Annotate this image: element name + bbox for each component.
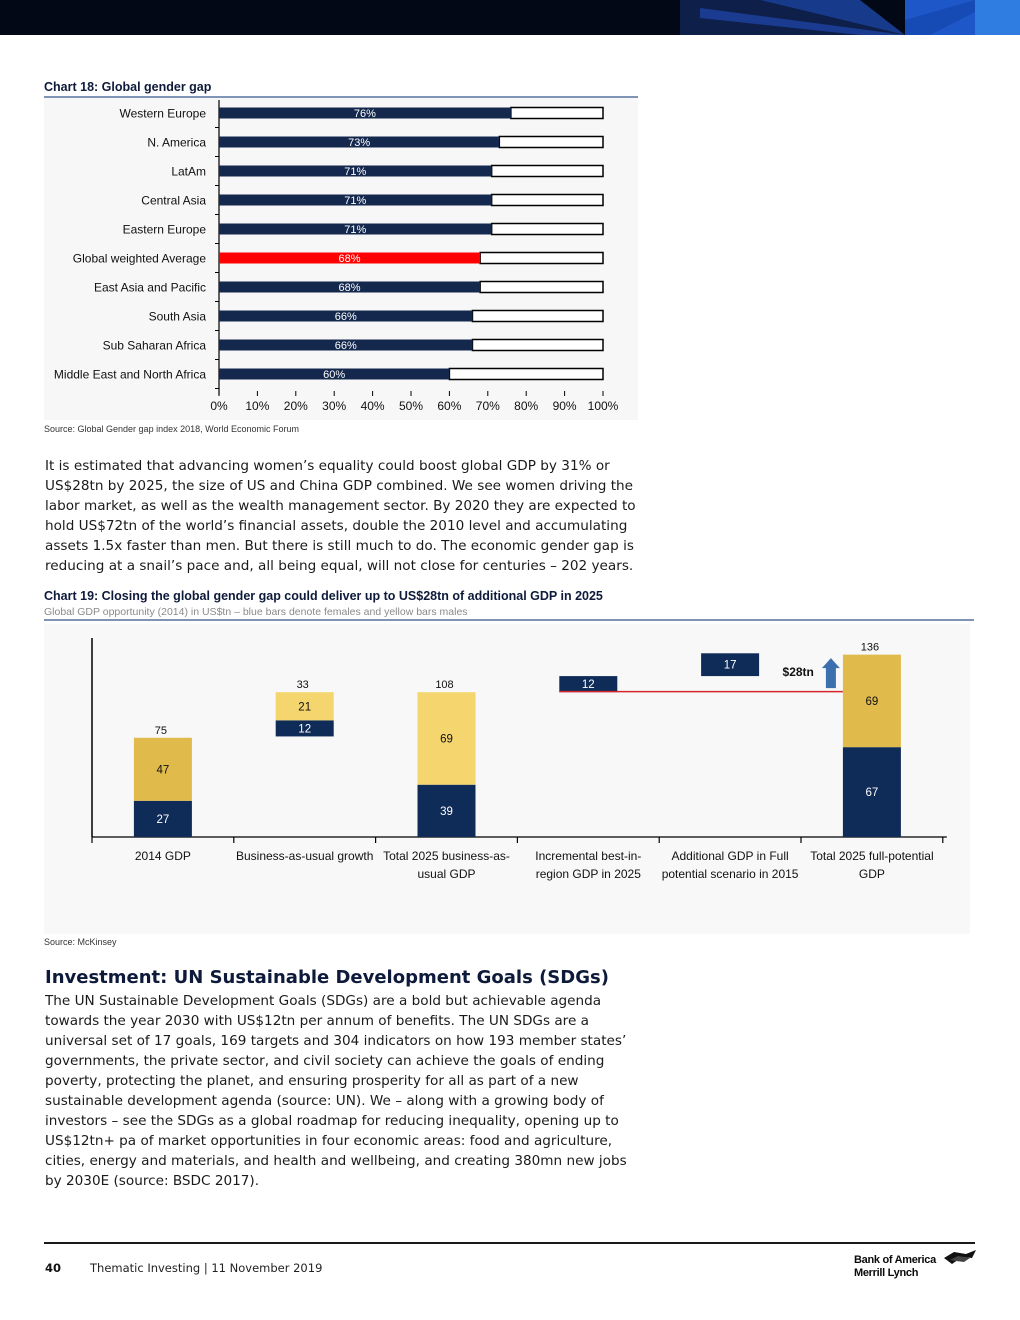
flag-logo-icon <box>944 1250 976 1266</box>
chart18-remainder-bar <box>511 108 603 119</box>
chart18-x-tick-label: 50% <box>398 399 424 413</box>
banner-graphic <box>0 0 1020 35</box>
chart18-category-label: LatAm <box>171 164 206 179</box>
chart18-data-label: 60% <box>323 369 346 381</box>
footer-rule <box>44 1242 975 1244</box>
chart19-category-label: Additional GDP in Full <box>671 849 789 863</box>
chart19-total-label: 33 <box>296 679 309 692</box>
chart18-data-label: 68% <box>338 282 361 294</box>
bank-logo <box>854 1254 936 1280</box>
chart19-title: Chart 19: Closing the global gender gap could deliver up to US$28tn of additional GDP in 2025 <box>44 589 603 603</box>
chart19-category-label: potential scenario in 2015 <box>661 867 799 881</box>
chart19-category-label: Total 2025 full-potential <box>810 849 934 863</box>
chart18-plot <box>44 98 638 420</box>
chart19-total-label: 136 <box>860 641 880 654</box>
chart18-category-label: Global weighted Average <box>72 251 206 266</box>
chart18-source: Source: Global Gender gap index 2018, World Economic Forum <box>44 424 299 434</box>
chart18-x-tick-label: 30% <box>322 399 347 413</box>
chart19-annotation: $28tn <box>782 665 814 680</box>
chart18-data-label: 66% <box>334 311 357 323</box>
chart18-remainder-bar <box>492 166 603 177</box>
chart18-remainder-bar <box>472 340 603 351</box>
chart19-category-label: usual GDP <box>417 867 476 881</box>
chart19-data-label: 69 <box>440 733 453 746</box>
chart18-x-tick-label: 90% <box>552 399 577 413</box>
chart18-category-label: South Asia <box>148 309 206 324</box>
chart19-category-label: Business-as-usual growth <box>235 849 374 863</box>
section-body: The UN Sustainable Development Goals (SDGs) are a bold but achievable agenda towards the year 2030 with US$12tn per annum of benefits. The UN SDGs are a universal set of 17 goals, 169 targets and 304 indicators on how 193 member states’ governments, the private sector, and civil society can achieve the goals of ending poverty, protecting the planet, and ensuring prosperity for all as part of a new sustainable development agenda (source: UN). We – along with a growing body of investors – see the SDGs as a global roadmap for reducing inequality, opening up to US$12tn+ pa of market opportunities in four economic areas: food and agriculture, cities, energy and materials, and health and wellbeing, and creating 380mn new jobs by 2030E (source: BSDC 2017). <box>45 993 627 1189</box>
chart19-category-label: region GDP in 2025 <box>535 867 641 881</box>
chart18-x-tick-label: 20% <box>283 399 308 413</box>
chart19-total-label: 75 <box>154 724 168 737</box>
chart18-x-tick-label: 80% <box>514 399 539 413</box>
chart19-data-label: 12 <box>298 723 312 736</box>
chart18-remainder-bar <box>480 253 603 264</box>
chart19-category-label: Total 2025 business-as- <box>383 849 510 863</box>
chart18-category-label: East Asia and Pacific <box>93 280 206 295</box>
chart18-data-label: 66% <box>334 340 357 352</box>
chart19-category-label: 2014 GDP <box>134 849 191 863</box>
chart18-category-label: Sub Saharan Africa <box>102 338 206 353</box>
chart19-subtitle: Global GDP opportunity (2014) in US$tn – blue bars denote females and yellow bars males <box>44 606 468 618</box>
chart18-x-tick-label: 100% <box>587 399 619 413</box>
chart19-data-label: 69 <box>865 695 879 708</box>
chart18-x-tick-label: 10% <box>245 399 270 413</box>
chart18-data-label: 68% <box>338 253 361 265</box>
chart18-category-label: Middle East and North Africa <box>53 367 206 382</box>
chart19-rule <box>44 619 974 621</box>
chart18-data-label: 71% <box>344 224 367 236</box>
footer-text: Thematic Investing | 11 November 2019 <box>90 1261 323 1275</box>
page-number: 40 <box>45 1261 62 1275</box>
chart19-category-label: GDP <box>858 867 885 881</box>
chart18-title: Chart 18: Global gender gap <box>44 80 212 94</box>
chart18-x-tick-label: 60% <box>437 399 462 413</box>
chart18-category-label: Central Asia <box>141 193 206 208</box>
chart18-remainder-bar <box>492 195 603 206</box>
chart19-source: Source: McKinsey <box>44 937 117 947</box>
top-banner <box>0 0 1020 35</box>
chart18-x-tick-label: 0% <box>210 399 228 413</box>
chart18-data-label: 73% <box>348 137 371 149</box>
logo-line-2: Merrill Lynch <box>854 1267 919 1279</box>
chart19-category-label: Incremental best-in- <box>535 849 642 863</box>
chart19-data-label: 21 <box>298 701 312 714</box>
logo-line-1: Bank of America <box>854 1254 936 1266</box>
chart18-remainder-bar <box>472 311 603 322</box>
chart18-category-label: N. America <box>147 135 206 150</box>
chart18-remainder-bar <box>492 224 603 235</box>
chart19-data-label: 67 <box>865 787 879 800</box>
chart18-x-tick-label: 70% <box>475 399 500 413</box>
section-heading: Investment: UN Sustainable Development Goals (SDGs) <box>45 967 609 988</box>
chart19-data-label: 47 <box>156 764 170 777</box>
chart18-data-label: 71% <box>344 195 367 207</box>
chart19-data-label: 12 <box>581 679 595 692</box>
chart18-remainder-bar <box>449 369 603 380</box>
chart18-remainder-bar <box>480 282 603 293</box>
chart19-plot <box>44 624 970 934</box>
chart19-data-label: 27 <box>156 813 170 826</box>
chart18-category-label: Eastern Europe <box>122 222 206 237</box>
chart19-total-label: 108 <box>435 679 454 692</box>
chart18-data-label: 71% <box>344 166 367 178</box>
chart19-data-label: 39 <box>440 805 453 818</box>
chart18-data-label: 76% <box>353 108 376 120</box>
chart18-remainder-bar <box>499 137 603 148</box>
chart18-category-label: Western Europe <box>119 106 206 121</box>
chart18-x-tick-label: 40% <box>360 399 385 413</box>
chart19-data-label: 17 <box>723 659 737 672</box>
body-paragraph-1: It is estimated that advancing women’s equality could boost global GDP by 31% or US$28tn by 2025, the size of US and China GDP combined. We see women driving the labor market, as well as the wealth management sector. By 2020 they are expected to hold US$72tn of the world’s financial assets, double the 2010 level and accumulating assets 1.5x faster than men. But there is still much to do. The economic gender gap is reducing at a snail’s pace and, all being equal, will not close for centuries – 202 years. <box>45 458 636 574</box>
